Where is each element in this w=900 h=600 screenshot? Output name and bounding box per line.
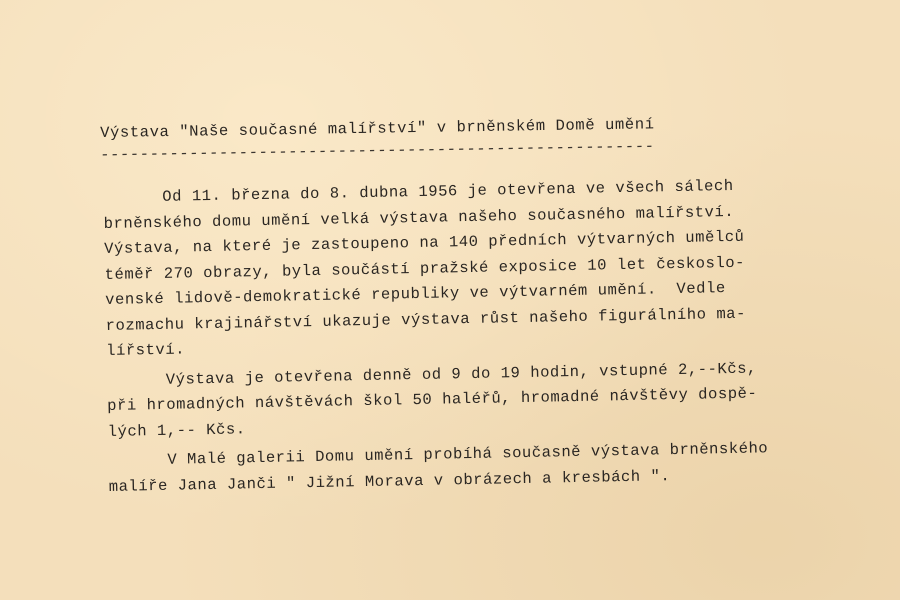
text-line: lířství. xyxy=(105,340,186,360)
document-title: Výstava "Naše současné malířství" v brněnském Domě umění xyxy=(100,115,655,142)
title-underline: -------------------------------------------------------- xyxy=(100,137,655,164)
text-line: Od 11. března do 8. dubna 1956 je otevřena ve všech sálech xyxy=(103,176,734,207)
document-body xyxy=(103,171,899,500)
text-line: při hromadných návštěvách škol 50 haléřů, hromadné návštěvy dospě- xyxy=(107,384,758,415)
text-line: Výstava, na které je zastoupeno na 140 předních výtvarných umělců xyxy=(104,227,745,258)
text-line: venské lidově-demokratické republiky ve výtvarném umění. Vedle xyxy=(105,279,726,309)
text-line: malíře Jana Janči " Jižní Morava v obrázech a kresbách ". xyxy=(108,466,671,496)
text-line: téměř 270 obrazy, byla součástí pražské exposice 10 let českoslo- xyxy=(104,253,746,284)
text-line: Výstava je otevřena denně od 9 do 19 hodin, vstupné 2,--Kčs, xyxy=(106,358,757,390)
text-line: rozmachu krajinářství ukazuje výstava růst našeho figurálního ma- xyxy=(105,304,747,335)
paragraph-exhibition-dates xyxy=(103,171,896,365)
text-line: lých 1,-- Kčs. xyxy=(107,419,246,441)
text-line: brněnského domu umění velká výstava našeho současného malířství. xyxy=(103,202,735,233)
text-line: V Malé galerii Domu umění probíhá současně výstava brněnského xyxy=(108,439,769,470)
